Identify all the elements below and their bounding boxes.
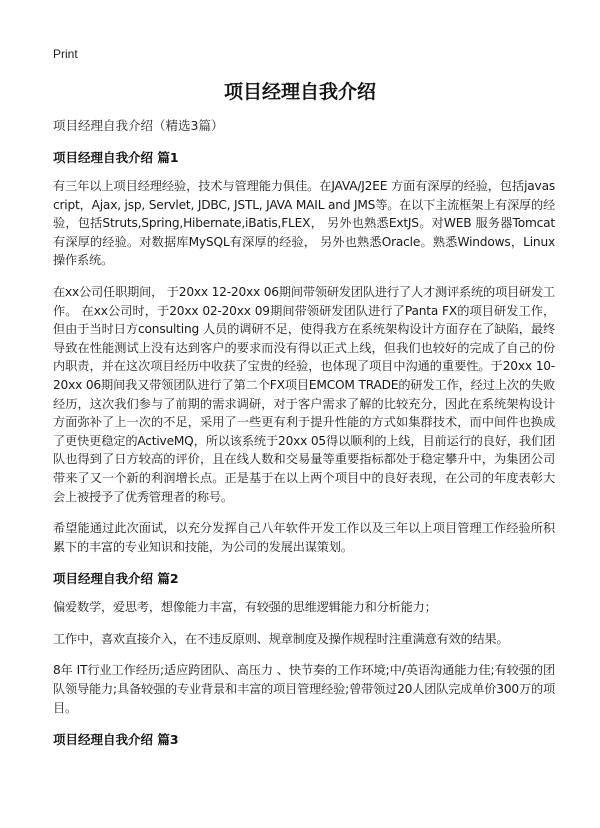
paragraph: 8年 IT行业工作经历;适应跨团队、高压力 、快节奏的工作环境;中/英语沟通能力佳;有较强的团队领导能力;具备较强的专业背景和丰富的项目管理经验;曾带领过20人团队完成单价300万的项目。: [53, 663, 555, 715]
print-link[interactable]: Print: [53, 47, 78, 61]
document-subtitle: 项目经理自我介绍（精选3篇）: [53, 118, 224, 133]
paragraph: 偏爱数学，爱思考，想像能力丰富，有较强的思维逻辑能力和分析能力；: [53, 600, 437, 615]
paragraph: 有三年以上项目经理经验，技术与管理能力俱佳。在JAVA/J2EE 方面有深厚的经验，包括javascript，Ajax, jsp, Servlet, JDBC, JSTL, JAVA MAIL and JMS等。在以下主流框架上有深厚的经验，包括Struts,Spring,Hibernate,iBatis,FLEX， 另外也熟悉ExtJS。对WEB 服务器Tomcat有深厚的经验。对数据库MySQL有深厚的经验， 另外也熟悉Oracle。熟悉Windows，Linux 操作系统。: [53, 179, 556, 268]
paragraph: 希望能通过此次面试，以充分发挥自己八年软件开发工作以及三年以上项目管理工作经验所积累下的丰富的专业知识和技能，为公司的发展出谋策划。: [53, 521, 555, 554]
paragraph: 工作中，喜欢直接介入，在不违反原则、规章制度及操作规程时注重满意有效的结果。: [53, 631, 509, 646]
section-heading-1: 项目经理自我介绍 篇1: [53, 150, 179, 165]
section-heading-2: 项目经理自我介绍 篇2: [53, 571, 179, 587]
page-title: 项目经理自我介绍: [223, 81, 376, 103]
section-heading-3: 项目经理自我介绍 篇3: [53, 732, 179, 748]
paragraph: 在xx公司任职期间， 于20xx 12-20xx 06期间带领研发团队进行了人才测评系统的项目研发工作。 在xx公司时，于20xx 02-20xx 09期间带领研发团队进行了Panta FX的项目研发工作，但由于当时日方consulting 人员的调研不足，使得我方在系统架构设计方面存在了缺陷，最终导致在性能测试上没有达到客户的要求而没有得以正式上线，但我们也较好的完成了自己的份内职责，并在这次项目经历中收获了宝贵的经验，也体现了项目中沟通的重要性。于20xx 10-20xx 06期间我又带领团队进行了第二个FX项目EMCOM TRADE的研发工作，经过上次的失败经历，这次我们参与了前期的需求调研，对于客户需求了解的比较充分，因此在系统架构设计方面弥补了上一次的不足，采用了一些更有利于提升性能的方式如集群技术，而中间件也换成了更快更稳定的ActiveMQ，所以该系统于20xx 05得以顺利的上线，目前运行的良好，我们团队也得到了日方较高的评价，且在线人数和交易量等重要指标都处于稳定攀升中，为集团公司带来了又一个新的利润增长点。正是基于在以上两个项目中的良好表现，在公司的年度表彰大会上被授予了优秀管理者的称号。: [53, 284, 555, 504]
document-body: [53, 116, 555, 759]
